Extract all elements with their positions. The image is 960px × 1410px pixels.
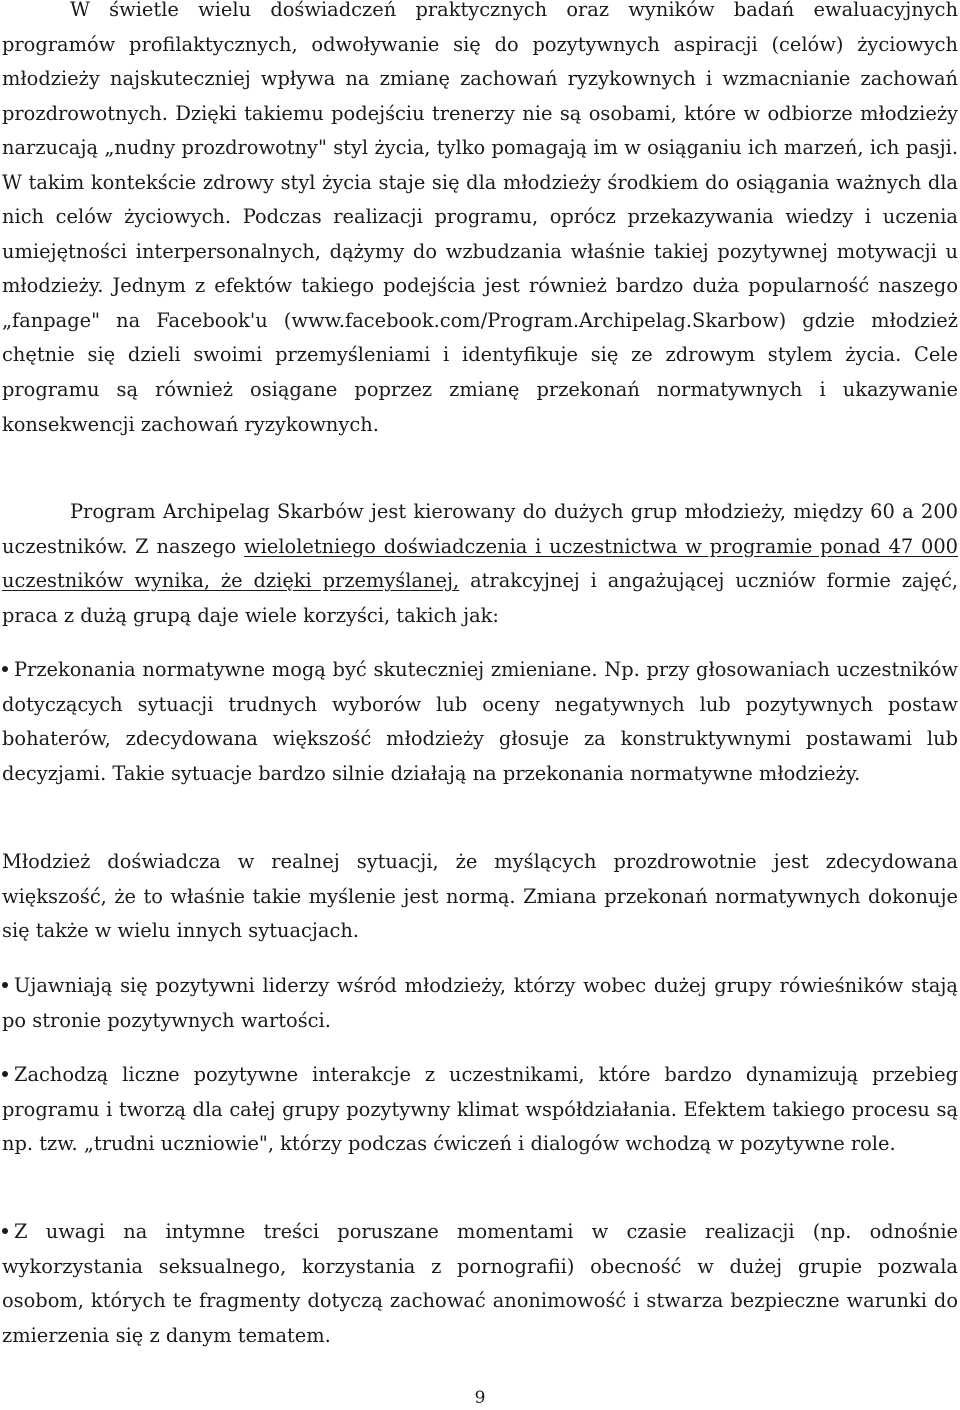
- bullet-text: Zachodzą liczne pozytywne interakcje z uczestnikami, które bardzo dynamizują przebieg programu i tworzą dla całej grupy pozytywny klimat współdziałania. Efektem takiego procesu są np. tzw. „trudni uczniowie", którzy podczas ćwiczeń i dialogów wchodzą w pozytywne role.: [2, 1063, 958, 1156]
- page-number: 9: [474, 1388, 486, 1408]
- bullet-item-normative: [2, 653, 958, 791]
- bullet-item-leaders: [2, 969, 958, 1038]
- bullet-icon: [2, 1228, 8, 1234]
- paragraph-program: [2, 495, 958, 633]
- bullet-text: Z uwagi na intymne treści poruszane momentami w czasie realizacji (np. odnośnie wykorzystania seksualnego, korzystania z pornografii) obecność w dużej grupie pozwala osobom, których te fragmenty dotyczą zachować anonimowość i stwarza bezpieczne warunki do zmierzenia się z danym tematem.: [2, 1220, 958, 1347]
- paragraph-intro-text: W świetle wielu doświadczeń praktycznych oraz wyników badań ewaluacyjnych programów profilaktycznych, odwoływanie się do pozytywnych aspiracji (celów) życiowych młodzieży najskuteczniej wpływa na zmianę zachowań ryzykownych i wzmacnianie zachowań prozdrowotnych. Dzięki takiemu podejściu trenerzy nie są osobami, które w odbiorze młodzieży narzucają „nudny prozdrowotny" styl życia, tylko pomagają im w osiąganiu ich marzeń, ich pasji. W takim kontekście zdrowy styl życia staje się dla młodzieży środkiem do osiągania ważnych dla nich celów życiowych. Podczas realizacji programu, oprócz przekazywania wiedzy i uczenia umiejętności interpersonalnych, dążymy do wzbudzania właśnie takiej pozytywnej motywacji u młodzieży. Jednym z efektów takiego podejścia jest również bardzo duża popularność naszego „fanpage" na Facebook'u (www.facebook.com/Program.Archipelag.Skarbow) gdzie młodzież chętnie się dzieli swoimi przemyśleniami i identyfikuje się ze zdrowym stylem życia. Cele programu są również osiągane poprzez zmianę przekonań normatywnych i ukazywanie konsekwencji zachowań ryzykownych.: [2, 0, 958, 436]
- bullet-icon: [2, 1071, 8, 1077]
- bullet-item-interactions: [2, 1058, 958, 1162]
- underlined-experience-text: wieloletniego doświadczenia i uczestnictwa w programie ponad 47 000 uczestników wynika, że dzięki przemyślanej,: [2, 534, 958, 593]
- bullet-text: Ujawniają się pozytywni liderzy wśród młodzieży, którzy wobec dużej grupy rówieśników stają po stronie pozytywnych wartości.: [2, 974, 958, 1032]
- paragraph-program-text-end: atrakcyjnej i angażującej uczniów formie zajęć, praca z dużą grupą daje wiele korzyści, takich jak:: [2, 569, 958, 627]
- paragraph-intro: [2, 0, 958, 442]
- paragraph-program-text: Program Archipelag Skarbów jest kierowany do dużych grup młodzieży, między 60 a 200 uczestników. Z naszego: [2, 500, 958, 558]
- paragraph-normative-continuation: [2, 845, 958, 949]
- bullet-text: Przekonania normatywne mogą być skuteczniej zmieniane. Np. przy głosowaniach uczestników dotyczących sytuacji trudnych wyborów lub oceny negatywnych lub pozytywnych postaw bohaterów, zdecydowana większość młodzieży głosuje za konstruktywnymi postawami lub decyzjami. Takie sytuacje bardzo silnie działają na przekonania normatywne młodzieży.: [2, 658, 958, 785]
- paragraph-continuation-text: Młodzież doświadcza w realnej sytuacji, że myślących prozdrowotnie jest zdecydowana większość, że to właśnie takie myślenie jest normą. Zmiana przekonań normatywnych dokonuje się także w wielu innych sytuacjach.: [2, 850, 958, 943]
- bullet-item-anonymity: [2, 1215, 958, 1353]
- bullet-icon: [2, 982, 8, 988]
- bullet-icon: [2, 666, 8, 672]
